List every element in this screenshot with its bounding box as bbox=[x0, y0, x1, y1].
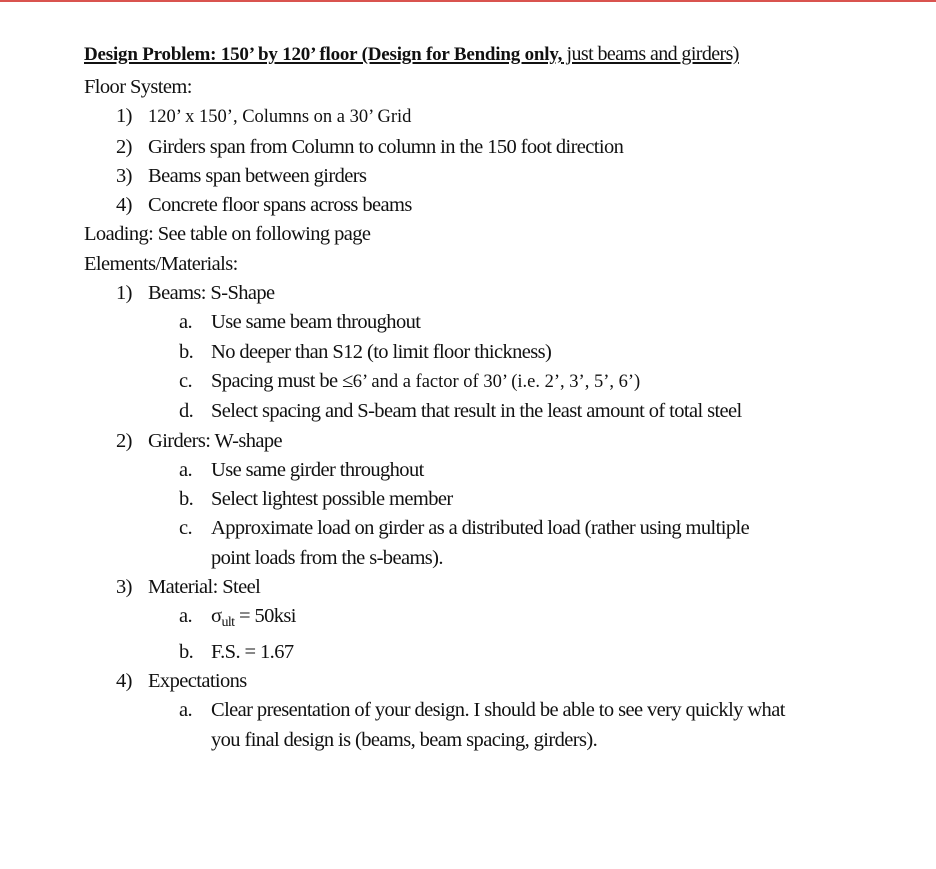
list-number: 3) bbox=[116, 164, 132, 187]
beams-subitem bbox=[84, 397, 904, 426]
list-text: Expectations bbox=[148, 669, 247, 692]
list-letter: c. bbox=[179, 517, 193, 540]
list-text: Beams span between girders bbox=[148, 164, 367, 187]
beams-subitem bbox=[84, 308, 904, 337]
beams-item bbox=[84, 279, 904, 308]
list-letter: a. bbox=[179, 699, 193, 722]
list-letter: b. bbox=[179, 340, 194, 363]
material-item bbox=[84, 573, 904, 602]
list-letter: a. bbox=[179, 458, 193, 481]
girders-subitem bbox=[84, 514, 791, 573]
list-text bbox=[211, 602, 904, 637]
list-number: 4) bbox=[116, 194, 132, 217]
sigma-subscript: ult bbox=[221, 615, 235, 631]
list-letter: a. bbox=[179, 311, 193, 334]
list-text: F.S. = 1.67 bbox=[211, 640, 294, 663]
list-text: Girders: W-shape bbox=[148, 429, 283, 452]
top-border bbox=[0, 0, 936, 2]
list-letter: a. bbox=[179, 605, 193, 628]
list-text bbox=[211, 367, 904, 397]
document-body bbox=[84, 36, 904, 755]
list-text: Use same girder throughout bbox=[211, 458, 424, 481]
title-rest-part: just beams and girders) bbox=[562, 43, 739, 65]
list-letter: d. bbox=[179, 400, 194, 423]
list-text: No deeper than S12 (to limit floor thickness) bbox=[211, 340, 552, 363]
list-text: Concrete floor spans across beams bbox=[148, 194, 412, 217]
floor-system-item bbox=[84, 102, 904, 132]
spacing-text-a: Spacing must be ≤ bbox=[211, 369, 353, 392]
list-text: Material: Steel bbox=[148, 576, 261, 599]
material-subitem bbox=[84, 602, 904, 637]
girders-item bbox=[84, 427, 904, 456]
list-text: Select spacing and S-beam that result in the least amount of total steel bbox=[211, 400, 742, 423]
girders-subitem bbox=[84, 485, 904, 514]
list-text: 120’ x 150’, Columns on a 30’ Grid bbox=[148, 107, 412, 128]
list-letter: b. bbox=[179, 640, 194, 663]
elements-section bbox=[84, 250, 904, 755]
list-letter: c. bbox=[179, 369, 193, 392]
floor-system-section bbox=[84, 73, 904, 220]
floor-system-heading: Floor System: bbox=[84, 76, 192, 98]
loading-line: Loading: See table on following page bbox=[84, 223, 371, 246]
floor-system-item bbox=[84, 191, 904, 220]
list-number: 3) bbox=[116, 576, 132, 599]
document-title bbox=[84, 36, 804, 73]
beams-subitem bbox=[84, 367, 904, 397]
list-text: Beams: S-Shape bbox=[148, 282, 275, 305]
list-letter: b. bbox=[179, 488, 194, 511]
title-bold-part: Design Problem: 150’ by 120’ floor (Design for Bending only, bbox=[84, 44, 563, 65]
list-text: Clear presentation of your design. I should be able to see very quickly what you final design is (beams, beam spacing, girders). bbox=[211, 699, 785, 751]
floor-system-item bbox=[84, 162, 904, 191]
spacing-text-b: 6’ and a factor of 30’ (i.e. 2’, 3’, 5’, 6’) bbox=[352, 371, 641, 392]
list-text: Girders span from Column to column in the 150 foot direction bbox=[148, 135, 624, 158]
ultimate-stress-value: = 50ksi bbox=[234, 605, 296, 628]
list-text: Approximate load on girder as a distributed load (rather using multiple point loads from the s-beams). bbox=[211, 517, 750, 569]
list-number: 1) bbox=[116, 282, 132, 305]
sigma-symbol: σ bbox=[211, 605, 222, 628]
list-text: Use same beam throughout bbox=[211, 311, 421, 334]
elements-heading: Elements/Materials: bbox=[84, 252, 238, 275]
list-number: 2) bbox=[116, 429, 132, 452]
floor-system-item bbox=[84, 133, 904, 162]
list-text: Select lightest possible member bbox=[211, 488, 453, 511]
beams-subitem bbox=[84, 338, 904, 367]
material-subitem bbox=[84, 638, 904, 667]
list-number: 1) bbox=[116, 105, 132, 128]
list-number: 4) bbox=[116, 669, 132, 692]
expectations-item bbox=[84, 667, 904, 696]
expectations-subitem bbox=[84, 696, 811, 755]
list-number: 2) bbox=[116, 135, 132, 158]
girders-subitem bbox=[84, 456, 904, 485]
